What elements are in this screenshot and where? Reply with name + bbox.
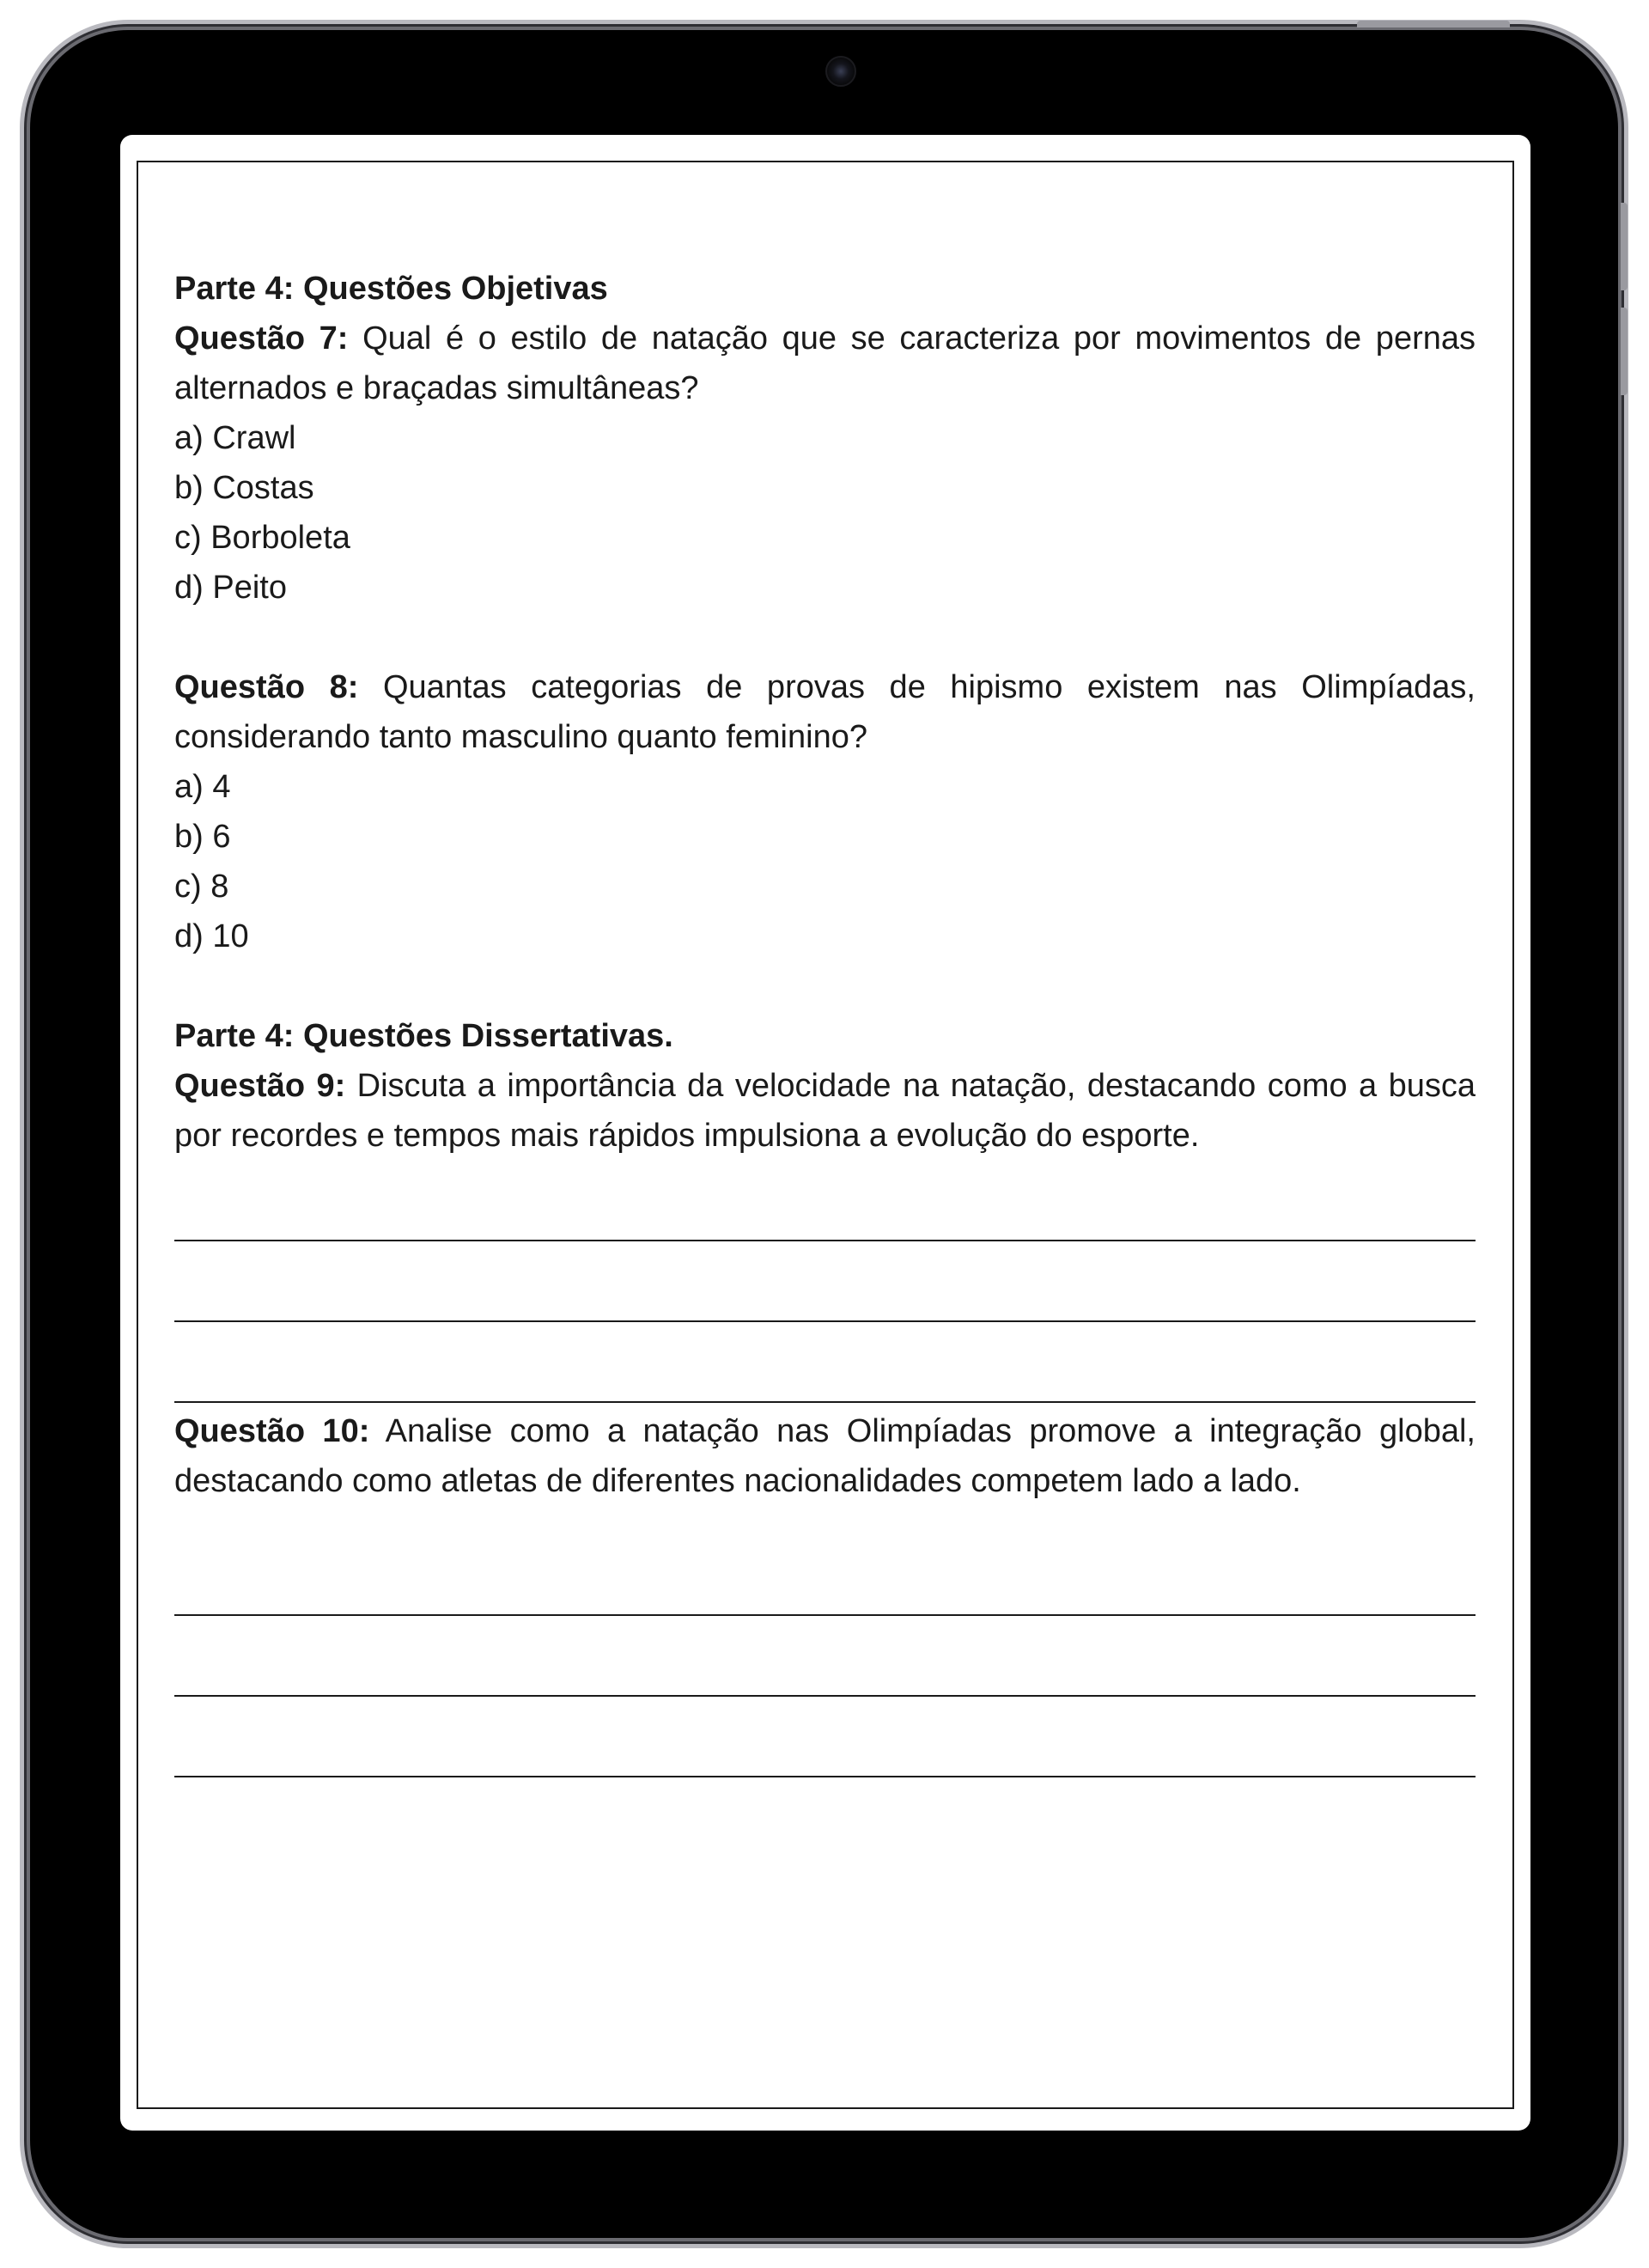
- part-essay-title: Parte 4: Questões Dissertativas.: [174, 1018, 673, 1054]
- question-9-answer-area[interactable]: [174, 1161, 1476, 1403]
- question-8-text: Quantas categorias de provas de hipismo existem nas Olimpíadas, considerando tanto masculino quanto feminino?: [174, 669, 1476, 755]
- spacer: [174, 961, 1476, 1011]
- question-8: [174, 662, 1476, 762]
- question-10-label: Questão 10:: [174, 1413, 370, 1449]
- answer-line[interactable]: [174, 1616, 1476, 1697]
- tablet-screen[interactable]: [120, 135, 1530, 2131]
- spacer: [174, 613, 1476, 662]
- front-camera-icon: [825, 56, 856, 87]
- question-8-option-d: d) 10: [174, 918, 249, 954]
- question-7-option-d: d) Peito: [174, 570, 287, 606]
- answer-line[interactable]: [174, 1697, 1476, 1777]
- question-7-option-b: b) Costas: [174, 470, 314, 506]
- question-9: [174, 1061, 1476, 1161]
- question-9-text: Discuta a importância da velocidade na natação, destacando como a busca por recordes e tempos mais rápidos impulsiona a evolução do esporte.: [174, 1068, 1476, 1154]
- volume-up-button: [1621, 203, 1628, 290]
- question-10: [174, 1406, 1476, 1506]
- question-7-option-c: c) Borboleta: [174, 520, 350, 556]
- answer-line[interactable]: [174, 1161, 1476, 1241]
- top-power-button: [1357, 21, 1510, 27]
- answer-line[interactable]: [174, 1506, 1476, 1616]
- answer-line[interactable]: [174, 1241, 1476, 1322]
- question-7-text: Qual é o estilo de natação que se caracteriza por movimentos de pernas alternados e braçadas simultâneas?: [174, 320, 1476, 406]
- question-10-answer-area[interactable]: [174, 1506, 1476, 1777]
- document-content: [174, 264, 1476, 1777]
- question-8-label: Questão 8:: [174, 669, 359, 705]
- part-objective-title: Parte 4: Questões Objetivas: [174, 271, 608, 307]
- volume-down-button: [1621, 308, 1628, 395]
- question-7-label: Questão 7:: [174, 320, 349, 357]
- question-8-option-b: b) 6: [174, 819, 231, 855]
- answer-line[interactable]: [174, 1322, 1476, 1403]
- question-8-option-a: a) 4: [174, 769, 231, 805]
- question-7-option-a: a) Crawl: [174, 420, 296, 456]
- question-9-label: Questão 9:: [174, 1068, 346, 1104]
- question-7: [174, 314, 1476, 413]
- question-8-option-c: c) 8: [174, 869, 229, 905]
- question-10-text: Analise como a natação nas Olimpíadas promove a integração global, destacando como atletas de diferentes nacionalidades competem lado a lado.: [174, 1413, 1476, 1499]
